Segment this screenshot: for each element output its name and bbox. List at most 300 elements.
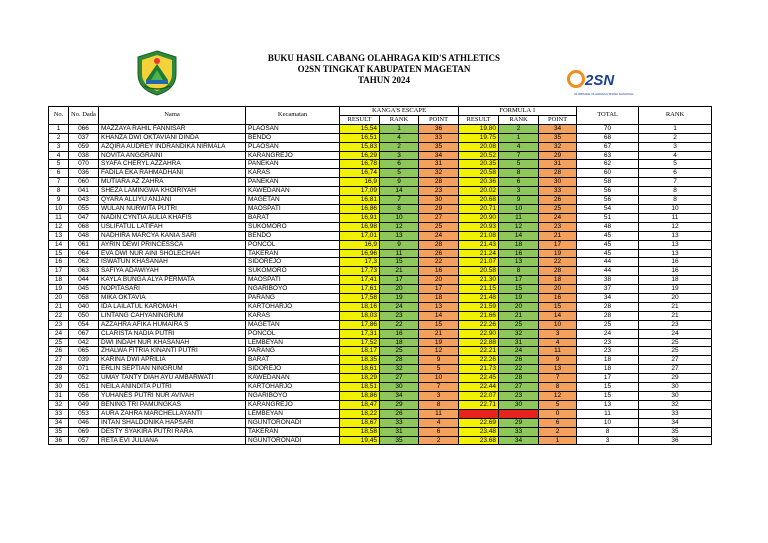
cell-no: 24 [49, 329, 69, 338]
cell-f1-rank: 31 [499, 338, 539, 347]
cell-kanga-result: 18,29 [340, 374, 380, 383]
cell-rank: 24 [639, 329, 712, 338]
cell-f1-result: 22.71 [459, 400, 499, 409]
cell-f1-result: 20.52 [459, 151, 499, 160]
cell-kecamatan: MAOSPATI [246, 204, 340, 213]
table-row [49, 222, 712, 231]
cell-f1-result: 22.21 [459, 347, 499, 356]
cell-f1-point: 9 [539, 356, 577, 365]
title-line-3: TAHUN 2024 [357, 75, 411, 85]
cell-total: 18 [577, 365, 639, 374]
cell-f1-point: 22 [539, 258, 577, 267]
cell-f1-rank: 3 [499, 187, 539, 196]
cell-nama: DWI INDAH NUR KHASANAH [99, 338, 246, 347]
cell-f1-rank: 8 [499, 169, 539, 178]
cell-no-dada: 038 [69, 151, 99, 160]
cell-nama: KHANZA DWI OKTAVIANI DINDA [99, 133, 246, 142]
cell-total: 18 [577, 356, 639, 365]
cell-kanga-result: 16,78 [340, 160, 380, 169]
cell-nama: YUHANES PUTRI NUR AVIVAH [99, 392, 246, 401]
cell-f1-point: 7 [539, 374, 577, 383]
table-row [49, 178, 712, 187]
cell-kanga-result: 17,58 [340, 294, 380, 303]
cell-kanga-result: 18,86 [340, 392, 380, 401]
cell-kanga-result: 18,67 [340, 418, 380, 427]
cell-kanga-point: 19 [419, 338, 459, 347]
cell-kanga-point: 35 [419, 142, 459, 151]
cell-kanga-point: 30 [419, 196, 459, 205]
cell-kecamatan: PLAOSAN [246, 124, 340, 133]
results-table [48, 106, 712, 445]
cell-kanga-rank: 9 [380, 240, 419, 249]
cell-kecamatan: SUKOMORO [246, 222, 340, 231]
cell-f1-rank: 32 [499, 329, 539, 338]
cell-nama: EVA DWI NUR AINI SHOLECHAH [99, 249, 246, 258]
table-row [49, 285, 712, 294]
cell-kanga-result: 17,31 [340, 329, 380, 338]
cell-kanga-result: 17,86 [340, 320, 380, 329]
cell-kecamatan: BARAT [246, 213, 340, 222]
table-row [49, 356, 712, 365]
table-row [49, 294, 712, 303]
cell-kanga-rank: 30 [380, 383, 419, 392]
cell-f1-rank: 11 [499, 213, 539, 222]
cell-kecamatan: PARANG [246, 347, 340, 356]
cell-f1-point: 12 [539, 392, 577, 401]
cell-total: 10 [577, 418, 639, 427]
cell-kecamatan: SIDOREJO [246, 258, 340, 267]
cell-kanga-result: 16,74 [340, 169, 380, 178]
cell-total: 34 [577, 294, 639, 303]
cell-total: 58 [577, 178, 639, 187]
cell-kecamatan: MAOSPATI [246, 276, 340, 285]
cell-kecamatan: TAKERAN [246, 427, 340, 436]
cell-f1-point: 16 [539, 294, 577, 303]
cell-kanga-point: 20 [419, 276, 459, 285]
cell-kecamatan: KARANGREJO [246, 151, 340, 160]
table-row [49, 302, 712, 311]
cell-f1-rank: 34 [499, 436, 539, 445]
cell-kanga-point: 14 [419, 311, 459, 320]
cell-rank: 25 [639, 338, 712, 347]
cell-f1-point: 25 [539, 204, 577, 213]
cell-f1-rank: 7 [499, 151, 539, 160]
cell-kanga-rank: 8 [380, 204, 419, 213]
cell-no: 15 [49, 249, 69, 258]
cell-nama: SAFIYA ADAWIYAH [99, 267, 246, 276]
cell-kanga-rank: 22 [380, 320, 419, 329]
cell-total: 48 [577, 222, 639, 231]
cell-total: 11 [577, 409, 639, 418]
cell-kanga-rank: 14 [380, 187, 419, 196]
cell-no: 16 [49, 258, 69, 267]
cell-kanga-result: 18,35 [340, 356, 380, 365]
cell-f1-point: 4 [539, 338, 577, 347]
cell-total: 28 [577, 311, 639, 320]
cell-no: 26 [49, 347, 69, 356]
cell-kanga-result: 18,03 [340, 311, 380, 320]
cell-no: 11 [49, 213, 69, 222]
cell-kecamatan: SIDOREJO [246, 365, 340, 374]
cell-f1-rank: 25 [499, 320, 539, 329]
cell-rank: 13 [639, 231, 712, 240]
cell-nama: QYARA ALLIYU ANJANI [99, 196, 246, 205]
cell-kanga-rank: 10 [380, 213, 419, 222]
table-row [49, 142, 712, 151]
cell-f1-result: 20.58 [459, 267, 499, 276]
cell-kanga-result: 16,9 [340, 240, 380, 249]
table-row [49, 160, 712, 169]
cell-f1-point: 18 [539, 276, 577, 285]
cell-f1-result: 20.68 [459, 196, 499, 205]
cell-no-dada: 037 [69, 133, 99, 142]
cell-kecamatan: KAWEDANAN [246, 374, 340, 383]
cell-total: 3 [577, 436, 639, 445]
cell-kecamatan: SUKOMORO [246, 267, 340, 276]
cell-no-dada: 040 [69, 302, 99, 311]
table-row [49, 436, 712, 445]
cell-f1-point: 29 [539, 151, 577, 160]
cell-f1-rank: 22 [499, 365, 539, 374]
cell-no: 17 [49, 267, 69, 276]
cell-rank: 27 [639, 356, 712, 365]
table-row [49, 338, 712, 347]
cell-f1-rank: 9 [499, 196, 539, 205]
cell-kanga-rank: 20 [380, 285, 419, 294]
cell-kecamatan: BENDO [246, 133, 340, 142]
cell-f1-rank: 30 [499, 400, 539, 409]
table-row [49, 133, 712, 142]
cell-f1-point: 6 [539, 418, 577, 427]
cell-kanga-result: 17,61 [340, 285, 380, 294]
table-row [49, 267, 712, 276]
cell-kanga-rank: 16 [380, 329, 419, 338]
cell-rank: 8 [639, 196, 712, 205]
cell-f1-result: 23.48 [459, 427, 499, 436]
cell-no: 6 [49, 169, 69, 178]
cell-nama: WULAN NURWITA PUTRI [99, 204, 246, 213]
cell-no-dada: 044 [69, 276, 99, 285]
cell-rank: 5 [639, 160, 712, 169]
cell-f1-result: 22.07 [459, 392, 499, 401]
cell-total: 23 [577, 338, 639, 347]
cell-rank: 1 [639, 124, 712, 133]
cell-kanga-point: 28 [419, 240, 459, 249]
cell-no-dada: 054 [69, 320, 99, 329]
cell-rank: 8 [639, 187, 712, 196]
cell-kanga-rank: 35 [380, 436, 419, 445]
col-no-header: No. [49, 107, 69, 125]
cell-f1-point: 26 [539, 196, 577, 205]
table-row [49, 204, 712, 213]
cell-no: 30 [49, 383, 69, 392]
cell-f1-result: 21.43 [459, 240, 499, 249]
cell-kecamatan: PANEKAN [246, 178, 340, 187]
cell-no: 2 [49, 133, 69, 142]
cell-no-dada: 064 [69, 249, 99, 258]
cell-rank: 30 [639, 392, 712, 401]
cell-kecamatan: NGUNTORONADI [246, 418, 340, 427]
cell-kecamatan: KARTOHARJO [246, 383, 340, 392]
o2sn-caption: OLIMPIADE OLAHRAGA SISWA NASIONAL [574, 92, 634, 96]
table-row [49, 249, 712, 258]
cell-kanga-result: 15,54 [340, 124, 380, 133]
cell-kanga-result: 16,91 [340, 213, 380, 222]
cell-nama: SYAFA CHERYL AZZAHRA [99, 160, 246, 169]
cell-no: 8 [49, 187, 69, 196]
cell-kanga-point: 15 [419, 320, 459, 329]
cell-nama: ISWATUN KHASANAH [99, 258, 246, 267]
cell-f1-result: 21.08 [459, 231, 499, 240]
cell-rank: 11 [639, 213, 712, 222]
cell-kecamatan: PONCOL [246, 329, 340, 338]
cell-f1-result: 20.71 [459, 204, 499, 213]
cell-f1-point: 11 [539, 347, 577, 356]
cell-f1-point: 8 [539, 383, 577, 392]
cell-nama: CLARISTA NADIA PUTRI [99, 329, 246, 338]
cell-total: 13 [577, 400, 639, 409]
cell-f1-rank: 14 [499, 231, 539, 240]
cell-kanga-rank: 12 [380, 222, 419, 231]
cell-kanga-rank: 24 [380, 302, 419, 311]
cell-total: 23 [577, 347, 639, 356]
cell-kanga-point: 29 [419, 204, 459, 213]
cell-f1-result: 21.24 [459, 249, 499, 258]
cell-nama: LINTANG CAHYANINGRUM [99, 311, 246, 320]
cell-no: 23 [49, 320, 69, 329]
cell-kanga-point: 24 [419, 231, 459, 240]
table-row [49, 124, 712, 133]
cell-kanga-point: 4 [419, 418, 459, 427]
table-row [49, 311, 712, 320]
cell-f1-point: 24 [539, 213, 577, 222]
cell-kanga-rank: 27 [380, 374, 419, 383]
cell-kanga-point: 27 [419, 213, 459, 222]
cell-total: 70 [577, 124, 639, 133]
cell-no: 12 [49, 222, 69, 231]
cell-nama: KARINA DWI APRILIA [99, 356, 246, 365]
f1-point-header: POINT [539, 115, 577, 124]
cell-kanga-rank: 21 [380, 267, 419, 276]
cell-no-dada: 070 [69, 160, 99, 169]
cell-total: 45 [577, 240, 639, 249]
cell-f1-point: 19 [539, 249, 577, 258]
cell-no: 31 [49, 392, 69, 401]
cell-no: 1 [49, 124, 69, 133]
cell-kecamatan: KARAS [246, 169, 340, 178]
cell-total: 37 [577, 285, 639, 294]
cell-no-dada: 041 [69, 187, 99, 196]
cell-f1-result: 21.48 [459, 294, 499, 303]
cell-kanga-result: 15,83 [340, 142, 380, 151]
cell-rank: 33 [639, 409, 712, 418]
table-row [49, 196, 712, 205]
col-kecamatan-header: Kecamatan [246, 107, 340, 125]
cell-f1-rank: 21 [499, 311, 539, 320]
table-row [49, 187, 712, 196]
cell-rank: 34 [639, 418, 712, 427]
cell-nama: NADIN CYNTIA AULIA KHAFIS [99, 213, 246, 222]
cell-kanga-point: 11 [419, 409, 459, 418]
cell-f1-rank: 27 [499, 383, 539, 392]
cell-f1-rank: 33 [499, 427, 539, 436]
col-nama-header: Nama [99, 107, 246, 125]
cell-kanga-point: 3 [419, 392, 459, 401]
table-row [49, 418, 712, 427]
cell-kanga-rank: 28 [380, 356, 419, 365]
cell-f1-rank: 8 [499, 267, 539, 276]
cell-f1-rank: 28 [499, 374, 539, 383]
cell-kanga-point: 18 [419, 294, 459, 303]
cell-kanga-rank: 9 [380, 178, 419, 187]
cell-no: 36 [49, 436, 69, 445]
cell-kanga-result: 17,01 [340, 231, 380, 240]
cell-no-dada: 068 [69, 222, 99, 231]
cell-f1-rank: 5 [499, 160, 539, 169]
cell-f1-result: 22.88 [459, 338, 499, 347]
cell-f1-rank: 10 [499, 204, 539, 213]
table-row [49, 374, 712, 383]
cell-f1-result: 21.59 [459, 302, 499, 311]
cell-f1-result: 22.69 [459, 418, 499, 427]
cell-no-dada: 061 [69, 240, 99, 249]
cell-total: 17 [577, 374, 639, 383]
cell-kanga-result: 18,51 [340, 383, 380, 392]
cell-kanga-point: 17 [419, 285, 459, 294]
cell-f1-point: 17 [539, 240, 577, 249]
table-row [49, 276, 712, 285]
cell-rank: 13 [639, 240, 712, 249]
cell-kanga-result: 16,51 [340, 133, 380, 142]
table-row [49, 392, 712, 401]
table-header-row-1 [49, 107, 712, 116]
cell-total: 25 [577, 320, 639, 329]
table-row [49, 409, 712, 418]
cell-kanga-rank: 34 [380, 392, 419, 401]
cell-f1-rank: 29 [499, 418, 539, 427]
cell-kanga-result: 18,61 [340, 365, 380, 374]
cell-no-dada: 059 [69, 142, 99, 151]
cell-rank: 21 [639, 302, 712, 311]
cell-f1-rank: 12 [499, 222, 539, 231]
cell-kecamatan: LEMBEYAN [246, 409, 340, 418]
cell-kanga-point: 9 [419, 356, 459, 365]
cell-rank: 4 [639, 151, 712, 160]
cell-rank: 16 [639, 267, 712, 276]
cell-nama: RETA EVI JULIANA [99, 436, 246, 445]
cell-no-dada: 069 [69, 427, 99, 436]
cell-kanga-result: 17,09 [340, 187, 380, 196]
cell-kanga-point: 22 [419, 258, 459, 267]
cell-kanga-result: 19,45 [340, 436, 380, 445]
cell-no-dada: 060 [69, 178, 99, 187]
cell-f1-rank: 17 [499, 276, 539, 285]
cell-kecamatan: KAWEDANAN [246, 187, 340, 196]
cell-kanga-result: 16,96 [340, 249, 380, 258]
table-row [49, 347, 712, 356]
cell-nama: INTAN SHALDONIKA HAPSARI [99, 418, 246, 427]
cell-kecamatan: PONCOL [246, 240, 340, 249]
cell-kanga-result: 16,29 [340, 151, 380, 160]
cell-kanga-point: 10 [419, 374, 459, 383]
cell-rank: 10 [639, 204, 712, 213]
cell-no-dada: 049 [69, 400, 99, 409]
table-row [49, 400, 712, 409]
cell-total: 15 [577, 392, 639, 401]
cell-nama: DESTY SYAKIRA PUTRI RARA [99, 427, 246, 436]
col-rank-final-header: RANK [639, 107, 712, 125]
cell-f1-result: 21.07 [459, 258, 499, 267]
cell-kecamatan: KARANGREJO [246, 400, 340, 409]
cell-f1-result: 20.02 [459, 187, 499, 196]
cell-f1-point: 34 [539, 124, 577, 133]
cell-nama: AZZAHRA AFIKA HUMAIRA S [99, 320, 246, 329]
cell-kanga-point: 32 [419, 169, 459, 178]
cell-no: 22 [49, 311, 69, 320]
cell-kanga-point: 12 [419, 347, 459, 356]
formula-1-header: FORMULA 1 [459, 107, 577, 116]
cell-rank: 7 [639, 178, 712, 187]
cell-rank: 36 [639, 436, 712, 445]
cell-kanga-rank: 13 [380, 231, 419, 240]
cell-kecamatan: TAKERAN [246, 249, 340, 258]
cell-nama: ZHALWA FITRIA KINANTI PUTRI [99, 347, 246, 356]
cell-no: 21 [49, 302, 69, 311]
cell-f1-point: 3 [539, 329, 577, 338]
cell-total: 68 [577, 133, 639, 142]
cell-rank: 21 [639, 311, 712, 320]
cell-no-dada: 048 [69, 231, 99, 240]
cell-f1-rank: 19 [499, 294, 539, 303]
cell-kanga-result: 18,17 [340, 347, 380, 356]
cell-no-dada: 058 [69, 294, 99, 303]
cell-no-dada: 039 [69, 356, 99, 365]
cell-no: 7 [49, 178, 69, 187]
cell-kanga-rank: 1 [380, 124, 419, 133]
cell-rank: 35 [639, 427, 712, 436]
cell-no: 27 [49, 356, 69, 365]
cell-kanga-rank: 32 [380, 365, 419, 374]
cell-kanga-result: 16,98 [340, 222, 380, 231]
cell-kanga-rank: 29 [380, 400, 419, 409]
cell-f1-point: 10 [539, 320, 577, 329]
cell-rank: 32 [639, 400, 712, 409]
cell-kecamatan: LEMBEYAN [246, 338, 340, 347]
cell-f1-result: 20.93 [459, 222, 499, 231]
kangas-escape-header: KANGA'S ESCAPE [340, 107, 459, 116]
cell-no-dada: 056 [69, 392, 99, 401]
cell-f1-result: 20.36 [459, 178, 499, 187]
cell-f1-rank: 16 [499, 249, 539, 258]
f1-result-header: RESULT [459, 115, 499, 124]
cell-f1-rank: 23 [499, 392, 539, 401]
cell-no-dada: 053 [69, 409, 99, 418]
kanga-point-header: POINT [419, 115, 459, 124]
cell-f1-result: 21.66 [459, 311, 499, 320]
cell-no: 9 [49, 196, 69, 205]
table-row [49, 258, 712, 267]
cell-f1-result: 20.90 [459, 213, 499, 222]
cell-rank: 23 [639, 320, 712, 329]
cell-kecamatan: PLAOSAN [246, 142, 340, 151]
cell-f1-point: 21 [539, 231, 577, 240]
cell-kanga-point: 8 [419, 400, 459, 409]
cell-no-dada: 052 [69, 374, 99, 383]
cell-nama: KAYLA BUNGA ALYA PERMATA [99, 276, 246, 285]
cell-nama: UMAY TANTY DIAH AYU AMBARWATI [99, 374, 246, 383]
cell-no: 18 [49, 276, 69, 285]
table-row [49, 329, 712, 338]
